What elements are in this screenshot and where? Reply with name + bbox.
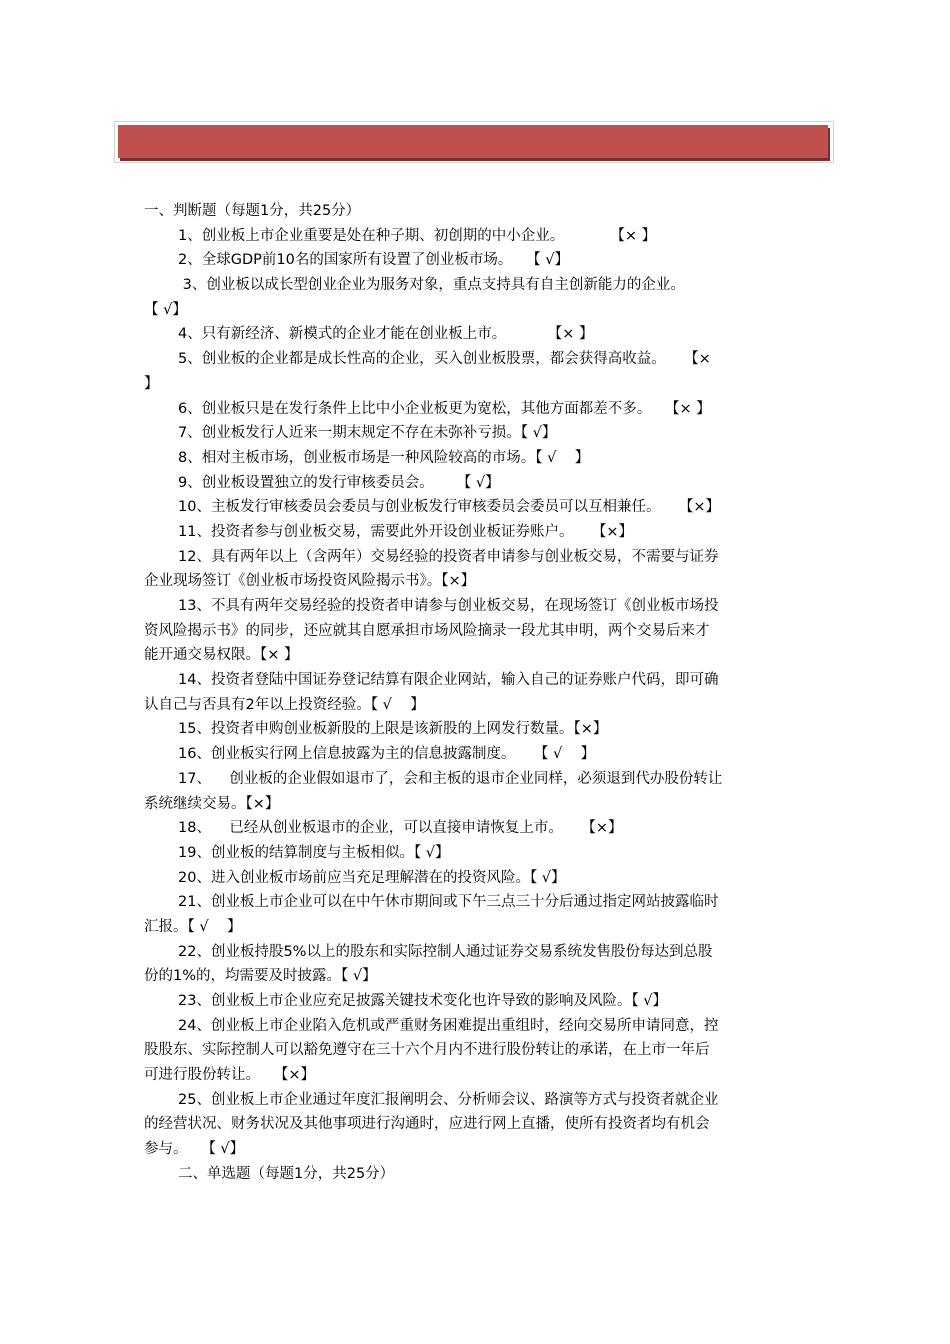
question-text: 12、具有两年以上（含两年）交易经验的投资者申请参与创业板交易，不需要与证券 bbox=[178, 548, 719, 565]
question-item bbox=[144, 767, 808, 816]
question-item bbox=[144, 816, 808, 841]
question-item bbox=[144, 273, 808, 322]
question-text-continued: 系统继续交易。【×】 bbox=[144, 795, 280, 812]
question-text: 8、相对主板市场，创业板市场是一种风险较高的市场。【 √ 】 bbox=[178, 449, 590, 466]
section-heading-single-choice: 二、单选题（每题1分，共25分） bbox=[178, 1165, 395, 1182]
question-text: 20、进入创业板市场前应当充足理解潜在的投资风险。【 √】 bbox=[178, 869, 566, 886]
question-text-continued: 可进行股份转让。 【×】 bbox=[144, 1067, 315, 1084]
question-text: 18、 已经从创业板退市的企业，可以直接申请恢复上市。 【×】 bbox=[178, 820, 623, 837]
question-item bbox=[144, 841, 808, 866]
question-item bbox=[144, 940, 808, 989]
question-text-continued: 汇报。【 √ 】 bbox=[144, 918, 242, 935]
question-text-continued: 】 bbox=[144, 375, 159, 392]
question-text: 7、创业板发行人近来一期末规定不存在未弥补亏损。【 √】 bbox=[178, 425, 557, 442]
question-text: 13、不具有两年交易经验的投资者申请参与创业板交易，在现场签订《创业板市场投 bbox=[178, 598, 719, 614]
question-item bbox=[144, 471, 808, 496]
question-text: 15、投资者申购创业板新股的上限是该新股的上网发行数量。【×】 bbox=[178, 721, 608, 738]
question-text: 9、创业板设置独立的发行审核委员会。 【 √】 bbox=[178, 474, 500, 491]
question-text: 2、全球GDP前10名的国家所有设置了创业板市场。 【 √】 bbox=[178, 252, 569, 269]
question-text-continued: 份的1%的，均需要及时披露。【 √】 bbox=[144, 968, 377, 985]
question-item bbox=[144, 866, 808, 891]
question-text: 4、只有新经济、新模式的企业才能在创业板上市。 【× 】 bbox=[178, 326, 594, 343]
question-text: 14、投资者登陆中国证券登记结算有限企业网站，输入自己的证券账户代码，即可确 bbox=[178, 672, 719, 689]
question-text-continued: 企业现场签订《创业板市场投资风险揭示书》。【×】 bbox=[144, 573, 476, 590]
question-item bbox=[144, 446, 808, 471]
question-item bbox=[144, 397, 808, 422]
question-item bbox=[144, 495, 808, 520]
question-text: 22、创业板持股5%以上的股东和实际控制人通过证券交易系统发售股份每达到总股 bbox=[178, 943, 713, 960]
question-text: 10、主板发行审核委员会委员与创业板发行审核委员会委员可以互相兼任。 【×】 bbox=[178, 499, 721, 516]
section-heading-judgement: 一、判断题（每题1分，共25分） bbox=[144, 203, 361, 219]
question-text: 1、创业板上市企业重要是处在种子期、初创期的中小企业。 【× 】 bbox=[178, 227, 657, 244]
question-text: 5、创业板的企业都是成长性高的企业，买入创业板股票，都会获得高收益。 【× bbox=[178, 351, 711, 368]
question-item bbox=[144, 594, 808, 668]
question-text-continued: 参与。 【 √】 bbox=[144, 1141, 245, 1158]
question-item bbox=[144, 520, 808, 545]
question-item bbox=[144, 224, 808, 249]
question-item bbox=[144, 1088, 808, 1162]
question-text: 25、创业板上市企业通过年度汇报阐明会、分析师会议、路演等方式与投资者就企业 bbox=[178, 1091, 719, 1108]
question-item bbox=[144, 890, 808, 939]
question-item bbox=[144, 545, 808, 594]
question-text-continued: 资风险揭示书》的同步，还应就其自愿承担市场风险摘录一段尤其申明，两个交易后来才 bbox=[144, 622, 710, 639]
question-item bbox=[144, 717, 808, 742]
question-text-continued: 【 √】 bbox=[144, 301, 187, 318]
question-text-continued: 的经营状况、财务状况及其他事项进行沟通时，应进行网上直播，使所有投资者均有机会 bbox=[144, 1116, 710, 1133]
question-item bbox=[144, 1014, 808, 1088]
question-text-continued: 认自己与否具有2年以上投资经验。【 √ 】 bbox=[144, 696, 425, 713]
header-banner bbox=[118, 125, 828, 158]
question-text: 19、创业板的结算制度与主板相似。【 √】 bbox=[178, 844, 450, 861]
question-item bbox=[144, 742, 808, 767]
question-text: 16、创业板实行网上信息披露为主的信息披露制度。 【 √ 】 bbox=[178, 746, 596, 763]
question-item bbox=[144, 248, 808, 273]
question-item bbox=[144, 421, 808, 446]
question-item bbox=[144, 322, 808, 347]
question-text: 11、投资者参与创业板交易，需要此外开设创业板证券账户。 【×】 bbox=[178, 523, 634, 540]
question-text: 23、创业板上市企业应充足披露关键技术变化也许导致的影响及风险。【 √】 bbox=[178, 993, 668, 1009]
question-text: 17、 创业板的企业假如退市了，会和主板的退市企业同样，必须退到代办股份转让 bbox=[178, 770, 723, 787]
question-text: 6、创业板只是在发行条件上比中小企业板更为宽松，其他方面都差不多。 【× 】 bbox=[178, 400, 711, 417]
question-item bbox=[144, 989, 808, 1014]
question-list bbox=[144, 224, 808, 1162]
document-body bbox=[144, 199, 808, 1187]
question-text: 21、创业板上市企业可以在中午休市期间或下午三点三十分后通过指定网站披露临时 bbox=[178, 894, 719, 911]
question-text-continued: 能开通交易权限。【× 】 bbox=[144, 647, 299, 664]
question-text-continued: 股股东、实际控制人可以豁免遵守在三十六个月内不进行股份转让的承诺，在上市一年后 bbox=[144, 1042, 710, 1059]
question-text: 3、创业板以成长型创业企业为服务对象，重点支持具有自主创新能力的企业。 bbox=[178, 277, 685, 294]
question-item bbox=[144, 668, 808, 717]
question-item bbox=[144, 347, 808, 396]
question-text: 24、创业板上市企业陷入危机或严重财务困难提出重组时，经向交易所申请同意，控 bbox=[178, 1017, 719, 1034]
